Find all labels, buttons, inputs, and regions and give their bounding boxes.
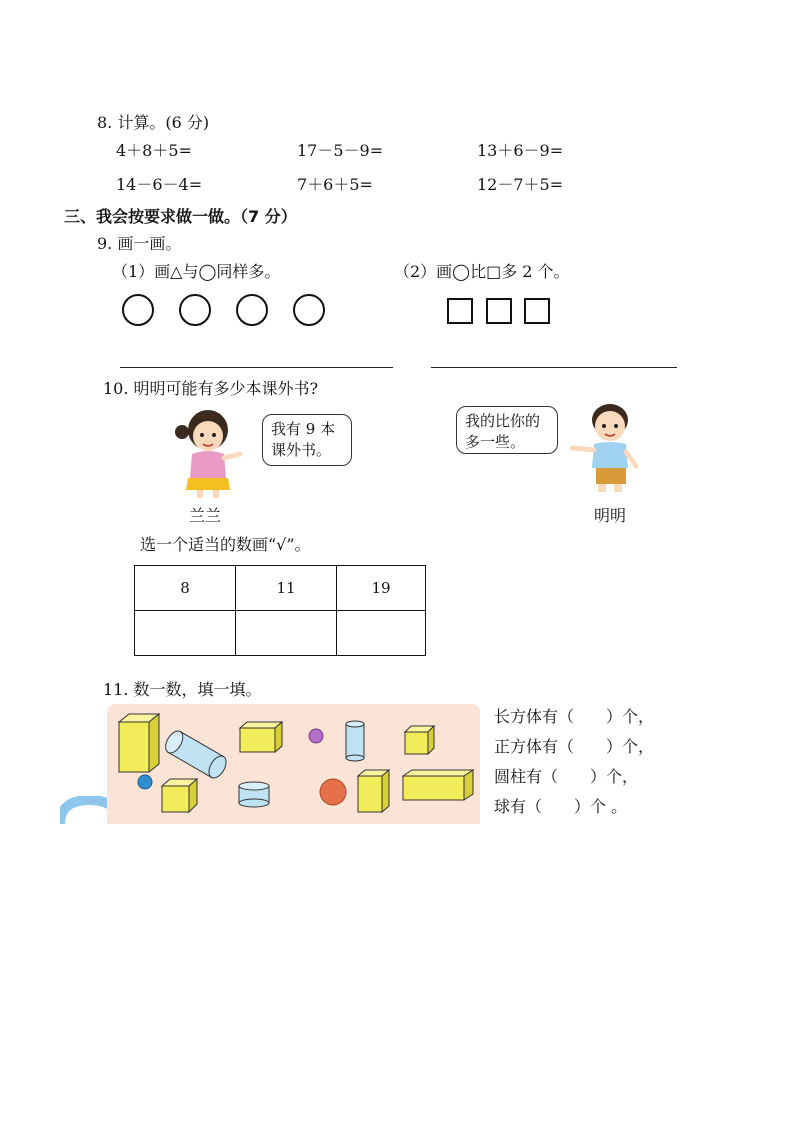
q8-title: 8. 计算。(6 分)	[97, 113, 210, 132]
square-shape	[524, 298, 550, 324]
choice-table	[134, 565, 426, 656]
q8-problem-2: 17－5－9=	[297, 141, 384, 160]
option-19: 19	[337, 566, 426, 611]
square-shape	[447, 298, 473, 324]
boy-speech-line2: 多一些。	[465, 433, 526, 451]
fill-cube: 正方体有（ ）个，	[494, 737, 655, 756]
q8-problem-5: 7＋6＋5=	[297, 175, 373, 194]
girl-illustration	[168, 402, 248, 502]
q10-title: 10. 明明可能有多少本课外书?	[103, 379, 319, 398]
option-11: 11	[236, 566, 337, 611]
q10-instruction: 选一个适当的数画“√”。	[140, 535, 311, 554]
girl-speech-line2: 课外书。	[271, 441, 332, 459]
girl-speech-line1: 我有 9 本	[271, 420, 336, 438]
shapes-panel	[107, 704, 480, 824]
girl-speech-bubble	[262, 414, 352, 466]
circle-shape	[179, 294, 211, 326]
fill-ball: 球有（ ）个 。	[494, 797, 628, 816]
boy-speech-line1: 我的比你的	[465, 412, 541, 430]
solid-shapes-illustration	[107, 704, 480, 824]
boy-name: 明明	[594, 506, 627, 525]
girl-name: 兰兰	[189, 506, 222, 525]
q8-problem-1: 4＋8＋5=	[116, 141, 192, 160]
answer-line-left[interactable]	[120, 367, 393, 368]
square-shape	[486, 298, 512, 324]
q8-problem-3: 13＋6－9=	[477, 141, 564, 160]
circle-shape	[293, 294, 325, 326]
section3-title: 三、我会按要求做一做。（7 分）	[64, 207, 297, 226]
check-cell-11[interactable]	[236, 611, 337, 656]
q9-part2: （2）画◯比□多 2 个。	[394, 262, 570, 281]
q8-problem-4: 14－6－4=	[116, 175, 203, 194]
fill-cuboid: 长方体有（ ）个，	[494, 707, 655, 726]
check-cell-8[interactable]	[135, 611, 236, 656]
q8-problem-6: 12－7＋5=	[477, 175, 564, 194]
q11-title: 11. 数一数，填一填。	[103, 680, 262, 699]
option-8: 8	[135, 566, 236, 611]
circle-shape	[236, 294, 268, 326]
fill-cylinder: 圆柱有（ ）个，	[494, 767, 639, 786]
check-cell-19[interactable]	[337, 611, 426, 656]
q9-title: 9. 画一画。	[97, 234, 182, 253]
circle-shape	[122, 294, 154, 326]
boy-speech-bubble	[456, 406, 558, 454]
q9-part1: （1）画△与◯同样多。	[112, 262, 281, 281]
boy-illustration	[566, 396, 650, 496]
answer-line-right[interactable]	[431, 367, 677, 368]
